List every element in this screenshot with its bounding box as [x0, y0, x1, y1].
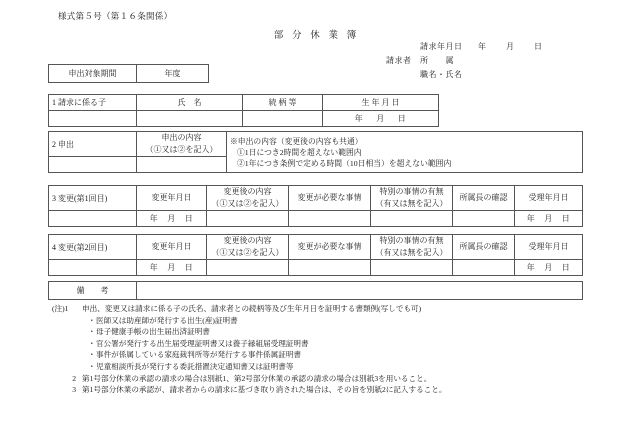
change1-input-special[interactable]: [371, 211, 453, 227]
title-name-label: 職名・氏名: [420, 70, 463, 79]
change1-row-label: 3 変更(第1回目): [49, 186, 137, 211]
change1-blank-label: [49, 211, 137, 227]
change2-input-content[interactable]: [207, 260, 289, 276]
form-number: 様式第５号（第１６条関係）: [58, 11, 173, 21]
change1-col-reason-line1: 変更が必要な事情: [297, 193, 362, 202]
change2-accept-month: 月: [544, 263, 553, 272]
apply-blank-label: [49, 157, 137, 173]
change1-col-date: [137, 186, 207, 211]
change2-accept-year: 年: [526, 263, 536, 272]
note-2-mark: 2: [72, 373, 76, 383]
period-value[interactable]: 年度: [137, 65, 209, 83]
apply-desc-item1: ①1日につき2時間を超えない範囲内: [237, 147, 362, 157]
remarks-label: 備 考: [49, 282, 137, 300]
child-birth-day: 日: [397, 114, 407, 123]
request-date-month: 月: [506, 42, 514, 51]
note-bullet-4: [52, 349, 612, 361]
requester-label: 請求者: [386, 56, 412, 65]
change1-col-content-line1: 変更後の内容: [223, 187, 272, 196]
change1-accept-year: 年: [526, 214, 536, 223]
change2-date-day: 日: [184, 263, 194, 272]
change1-accept-day: 日: [561, 214, 571, 223]
note-3-text: 第1号部分休業の承認が、請求者からの請求に基づき取り消された場合は、その旨を別紙2に記入すること。: [82, 385, 447, 395]
note-1-text: 申出、変更又は請求に係る子の氏名、請求者との続柄等及び生年月日を証明する書類例(写しでも可): [82, 304, 422, 313]
request-date-label: 請求年月日: [420, 42, 463, 51]
table-row: [49, 95, 439, 111]
change2-col-date-line1: 変更年月日: [151, 242, 192, 251]
apply-description: [227, 132, 583, 173]
change2-col-content: [207, 235, 289, 260]
change2-input-reason[interactable]: [289, 260, 371, 276]
note-bullet-4-text: 事件が係属している家庭裁判所等が発行する事件係属証明書: [96, 350, 302, 360]
change1-col-confirm: [453, 186, 515, 211]
table-row: [49, 282, 583, 300]
requester-header-block: [386, 40, 560, 82]
note-bullet-5-text: 児童相談所長が発行する委託措置決定通知書又は証明書等: [96, 361, 294, 371]
change1-col-date-line1: 変更年月日: [151, 193, 192, 202]
child-birth-year: 年: [354, 114, 364, 123]
apply-input-content[interactable]: [137, 157, 227, 173]
table-row: [49, 111, 439, 127]
note-bullet-3-text: 官公署が発行する出生届受理証明書又は養子縁組届受理証明書: [96, 338, 309, 348]
change2-accept-day: 日: [561, 263, 571, 272]
apply-content-label-line1: 申出の内容: [161, 133, 202, 142]
request-date-fields: [478, 40, 560, 54]
change1-date-month: 月: [167, 214, 176, 223]
bullet-icon: ・: [88, 361, 96, 371]
child-birth-month: 月: [376, 114, 385, 123]
note-bullet-2: [52, 326, 612, 338]
change1-col-reason: [289, 186, 371, 211]
child-col-birthdate: 生 年 月 日: [323, 95, 439, 111]
request-date-day: 日: [534, 42, 542, 51]
child-input-birthdate[interactable]: [323, 111, 439, 127]
change1-input-content[interactable]: [207, 211, 289, 227]
change2-col-accept: [515, 235, 583, 260]
affiliation-label: 所 属: [420, 56, 454, 65]
note-3-mark: 3: [72, 385, 76, 395]
change1-col-accept-line1: 受理年月日: [528, 193, 569, 202]
note-2-text: 第1号部分休業の承認の請求の場合は別紙1、第2号部分休業の承認の請求の場合は別紙3を用いること。: [82, 373, 432, 383]
bullet-icon: ・: [88, 338, 96, 348]
change2-col-date: [137, 235, 207, 260]
note-1-mark: (注)1: [52, 304, 69, 313]
table-row: [49, 235, 583, 260]
change1-col-accept: [515, 186, 583, 211]
table-row: [49, 211, 583, 227]
table-row: [49, 132, 583, 157]
note-bullet-1: [52, 315, 612, 327]
change2-col-confirm-line1: 所属長の確認: [459, 242, 508, 251]
change1-date-year: 年: [149, 214, 159, 223]
change2-input-date[interactable]: [137, 260, 207, 276]
note-1: [52, 303, 612, 315]
period-table: [48, 64, 209, 83]
change2-col-special-line2: （有又は無を記入）: [375, 248, 448, 257]
change1-date-day: 日: [184, 214, 194, 223]
table-row: [49, 186, 583, 211]
change2-col-content-line1: 変更後の内容: [223, 236, 272, 245]
change1-input-confirm[interactable]: [453, 211, 515, 227]
change1-table: [48, 185, 583, 227]
apply-desc-item2: ②1年につき条例で定める時間（10日相当）を超えない範囲内: [237, 158, 452, 168]
change2-input-special[interactable]: [371, 260, 453, 276]
change1-col-content: [207, 186, 289, 211]
note-bullet-1-text: 医師又は助産師が発行する出生(産)証明書: [96, 315, 238, 325]
note-3: [52, 384, 612, 396]
document-title: 部 分 休 業 簿: [273, 31, 360, 41]
note-bullet-2-text: 母子健康手帳の出生届出済証明書: [96, 327, 210, 337]
remarks-table: [48, 281, 583, 300]
request-date-row: [386, 40, 560, 54]
period-label: 申出対象期間: [49, 65, 137, 83]
change1-col-special-line1: 特別の事情の有無: [379, 187, 444, 196]
requester-name-row: [386, 68, 560, 82]
bullet-icon: ・: [88, 315, 96, 325]
change1-col-special-line2: （有又は無を記入）: [375, 199, 448, 208]
change2-table: [48, 234, 583, 276]
notes-section: [52, 303, 612, 396]
requester-affiliation-row: [386, 54, 560, 68]
request-date-year: 年: [478, 42, 486, 51]
note-bullet-3: [52, 338, 612, 350]
change2-col-confirm: [453, 235, 515, 260]
table-row: [49, 260, 583, 276]
change2-col-reason-line1: 変更が必要な事情: [297, 242, 362, 251]
change1-input-reason[interactable]: [289, 211, 371, 227]
change2-blank-label: [49, 260, 137, 276]
change1-col-content-line2: （①又は②を記入）: [211, 199, 284, 208]
bullet-icon: ・: [88, 327, 96, 337]
change1-input-date[interactable]: [137, 211, 207, 227]
apply-row-label: 2 申出: [49, 132, 137, 157]
table-row: [49, 65, 209, 83]
change1-col-confirm-line1: 所属長の確認: [459, 193, 508, 202]
change1-col-special: [371, 186, 453, 211]
note-2: [52, 373, 612, 385]
change2-row-label: 4 変更(第2回目): [49, 235, 137, 260]
change2-col-reason: [289, 235, 371, 260]
change2-col-special-line1: 特別の事情の有無: [379, 236, 444, 245]
change1-accept-month: 月: [544, 214, 553, 223]
change1-input-accept[interactable]: [515, 211, 583, 227]
child-col-name: 氏 名: [137, 95, 243, 111]
change2-date-month: 月: [167, 263, 176, 272]
child-blank-label: [49, 111, 137, 127]
remarks-input[interactable]: [137, 282, 583, 300]
child-input-name[interactable]: [137, 111, 243, 127]
child-col-relation: 続 柄 等: [243, 95, 323, 111]
apply-content-label-line2: （①又は②を記入）: [145, 145, 218, 154]
change2-col-content-line2: （①又は②を記入）: [211, 248, 284, 257]
application-table: [48, 131, 583, 173]
apply-desc-header: ※申出の内容（変更後の内容も共通）: [230, 136, 363, 146]
change2-input-accept[interactable]: [515, 260, 583, 276]
bullet-icon: ・: [88, 350, 96, 360]
child-table: [48, 94, 439, 127]
child-input-relation[interactable]: [243, 111, 323, 127]
change2-col-accept-line1: 受理年月日: [528, 242, 569, 251]
child-row-label: 1 請求に係る子: [49, 95, 137, 111]
apply-content-label: [137, 132, 227, 157]
change2-col-special: [371, 235, 453, 260]
change2-input-confirm[interactable]: [453, 260, 515, 276]
note-bullet-5: [52, 361, 612, 373]
change2-date-year: 年: [149, 263, 159, 272]
